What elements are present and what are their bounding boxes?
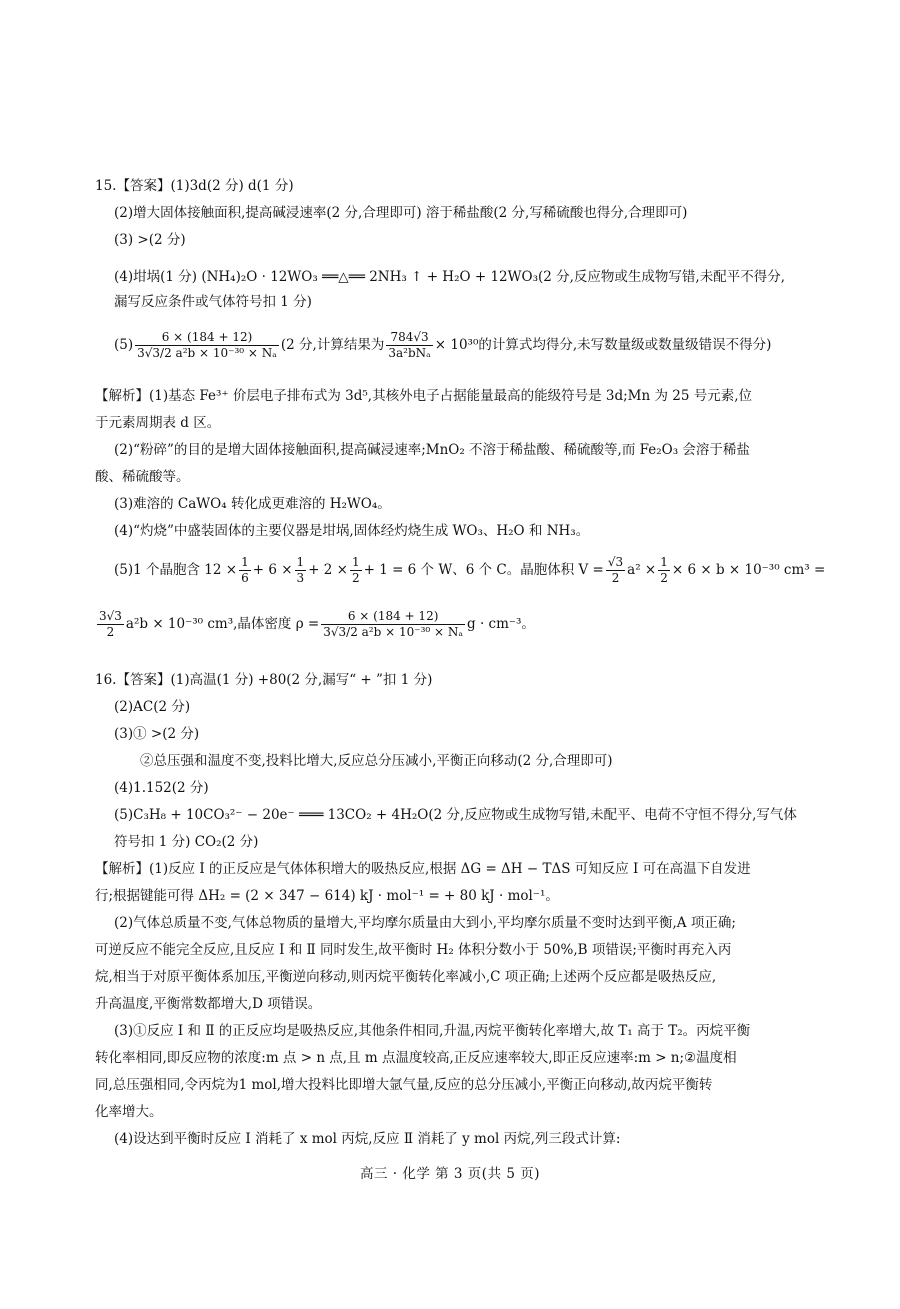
ex5b-density-fraction: [321, 609, 465, 640]
ex5b-frac-1: [97, 609, 124, 640]
frac-numerator: 1: [660, 555, 668, 569]
q15-answer-5: [114, 330, 829, 361]
q16-answer: 16.【答案】(1)高温(1 分) +80(2 分,漏写“ + ”扣 1 分): [95, 672, 433, 688]
q16-explain-1-cont: 行;根据键能可得 ΔH₂ = (2 × 347 − 614) kJ · mol⁻¹ = + 80 kJ · mol⁻¹。: [95, 888, 559, 904]
q16-explain-3-c: 同,总压强相同,令丙烷为1 mol,增大投料比即增大氩气量,反应的总分压减小,平衡正向移动,故丙烷平衡转: [95, 1077, 713, 1093]
frac-numerator: 1: [241, 555, 249, 569]
ex5b-text-a: a²b × 10⁻³⁰ cm³,晶体密度 ρ =: [125, 616, 320, 632]
q15-explain-1-cont: 于元素周期表 d 区。: [95, 415, 221, 431]
q15-explain-3: (3)难溶的 CaWO₄ 转化成更难溶的 H₂WO₄。: [114, 496, 391, 512]
q16-explain-2-d: 升高温度,平衡常数都增大,D 项错误。: [95, 996, 322, 1012]
a5-denominator: 3√3/2 a²b × 10⁻³⁰ × Nₐ: [137, 346, 277, 360]
a5-result-fraction: [386, 330, 432, 361]
q15-answer: 15.【答案】(1)3d(2 分) d(1 分): [95, 178, 294, 194]
a5-result-numerator: 784√3: [386, 330, 432, 346]
a5-result-denominator: 3a²bNₐ: [388, 346, 431, 360]
ex5-text-a: (5)1 个晶胞含 12 ×: [114, 562, 238, 578]
a5-tail: × 10³⁰的计算式均得分,未写数量级或数量级错误不得分): [434, 337, 772, 353]
frac-numerator: 6 × (184 + 12): [321, 609, 465, 625]
ex5-frac-2: [295, 555, 307, 586]
frac-numerator: √3: [607, 555, 624, 569]
q16-answer-3-2: ②总压强和温度不变,投料比增大,反应总分压减小,平衡正向移动(2 分,合理即可): [140, 753, 613, 769]
ex5b-tail: g · cm⁻³。: [467, 616, 535, 632]
q15-answer-2: (2)增大固体接触面积,提高碱浸速率(2 分,合理即可) 溶于稀盐酸(2 分,写稀硫酸也得分,合理即可): [114, 205, 688, 221]
a5-numerator: 6 × (184 + 12): [135, 330, 279, 346]
q16-explain-3: (3)①反应 Ⅰ 和 Ⅱ 的正反应均是吸热反应,其他条件相同,升温,丙烷平衡转化率增大,故 T₁ 高于 T₂。丙烷平衡: [114, 1023, 751, 1039]
q16-answer-4: (4)1.152(2 分): [114, 780, 209, 796]
ex5-frac-5: [658, 555, 670, 586]
q15-explain-4: (4)“灼烧”中盛装固体的主要仪器是坩埚,固体经灼烧生成 WO₃、H₂O 和 NH₃。: [114, 523, 590, 539]
q15-answer-3: (3) >(2 分): [114, 232, 186, 248]
ex5-text-e: a² ×: [627, 562, 657, 578]
q16-explain-3-d: 化率增大。: [95, 1104, 163, 1120]
frac-numerator: 1: [296, 555, 305, 569]
frac-denominator: 3√3/2 a²b × 10⁻³⁰ × Nₐ: [323, 625, 464, 639]
q16-explain-1: 【解析】(1)反应 Ⅰ 的正反应是气体体积增大的吸热反应,根据 ΔG = ΔH − TΔS 可知反应 Ⅰ 可在高温下自发进: [95, 861, 751, 877]
ex5-text-b: + 6 ×: [252, 562, 293, 578]
frac-denominator: 2: [351, 571, 360, 585]
q15-explain-2: (2)“粉碎”的目的是增大固体接触面积,提高碱浸速率;MnO₂ 不溶于稀盐酸、稀硫酸等,而 Fe₂O₃ 会溶于稀盐: [114, 442, 750, 458]
frac-denominator: 2: [611, 571, 620, 585]
ex5-text-f: × 6 × b × 10⁻³⁰ cm³ =: [671, 562, 826, 578]
q15-answer-4-cont: 漏写反应条件或气体符号扣 1 分): [114, 294, 312, 310]
q15-explain-5-cont: [95, 609, 810, 640]
frac-denominator: 2: [106, 625, 115, 639]
frac-numerator: 3√3: [99, 609, 122, 623]
q15-explain-1: 【解析】(1)基态 Fe³⁺ 价层电子排布式为 3d⁵,其核外电子占据能量最高的能级符号是 3d;Mn 为 25 号元素,位: [95, 388, 753, 404]
q15-answer-4: (4)坩埚(1 分) (NH₄)₂O · 12WO₃ ══△══ 2NH₃ ↑ + H₂O + 12WO₃(2 分,反应物或生成物写错,未配平不得分,: [114, 269, 786, 285]
ex5-text-d: + 1 = 6 个 W、6 个 C。晶胞体积 V =: [363, 562, 604, 578]
frac-denominator: 3: [296, 571, 305, 585]
q15-explain-2-cont: 酸、稀硫酸等。: [95, 469, 190, 485]
frac-denominator: 2: [660, 571, 668, 585]
q16-answer-5: (5)C₃H₈ + 10CO₃²⁻ − 20e⁻ ═══ 13CO₂ + 4H₂O(2 分,反应物或生成物写错,未配平、电荷不守恒不得分,写气体: [114, 807, 797, 823]
q16-answer-2: (2)AC(2 分): [114, 699, 191, 715]
a5-prefix: (5): [114, 337, 134, 353]
q16-explain-2-c: 烷,相当于对原平衡体系加压,平衡逆向移动,则丙烷平衡转化率减小,C 项正确;上述两个反应都是吸热反应,: [95, 969, 717, 985]
a5-middle: (2 分,计算结果为: [280, 337, 385, 353]
q16-explain-2: (2)气体总质量不变,气体总物质的量增大,平均摩尔质量由大到小,平均摩尔质量不变时达到平衡,A 项正确;: [114, 915, 736, 931]
frac-denominator: 6: [241, 571, 249, 585]
q15-explain-5: [114, 555, 829, 586]
a5-density-fraction: [135, 330, 279, 361]
page-footer: 高三 · 化学 第 3 页(共 5 页): [359, 1166, 541, 1182]
ex5-frac-4: [606, 555, 625, 586]
frac-numerator: 1: [351, 555, 360, 569]
ex5-frac-3: [350, 555, 362, 586]
q16-answer-5-cont: 符号扣 1 分) CO₂(2 分): [114, 834, 259, 850]
q16-answer-3: (3)① >(2 分): [114, 726, 200, 742]
q16-explain-4: (4)设达到平衡时反应 Ⅰ 消耗了 x mol 丙烷,反应 Ⅱ 消耗了 y mol 丙烷,列三段式计算:: [114, 1131, 621, 1147]
q16-explain-3-b: 转化率相同,即反应物的浓度:m 点 > n 点,且 m 点温度较高,正反应速率较大,即正反应速率:m > n;②温度相: [95, 1050, 737, 1066]
ex5-frac-1: [239, 555, 251, 586]
q16-explain-2-b: 可逆反应不能完全反应,且反应 Ⅰ 和 Ⅱ 同时发生,故平衡时 H₂ 体积分数小于 50%,B 项错误;平衡时再充入丙: [95, 942, 732, 958]
ex5-text-c: + 2 ×: [308, 562, 348, 578]
